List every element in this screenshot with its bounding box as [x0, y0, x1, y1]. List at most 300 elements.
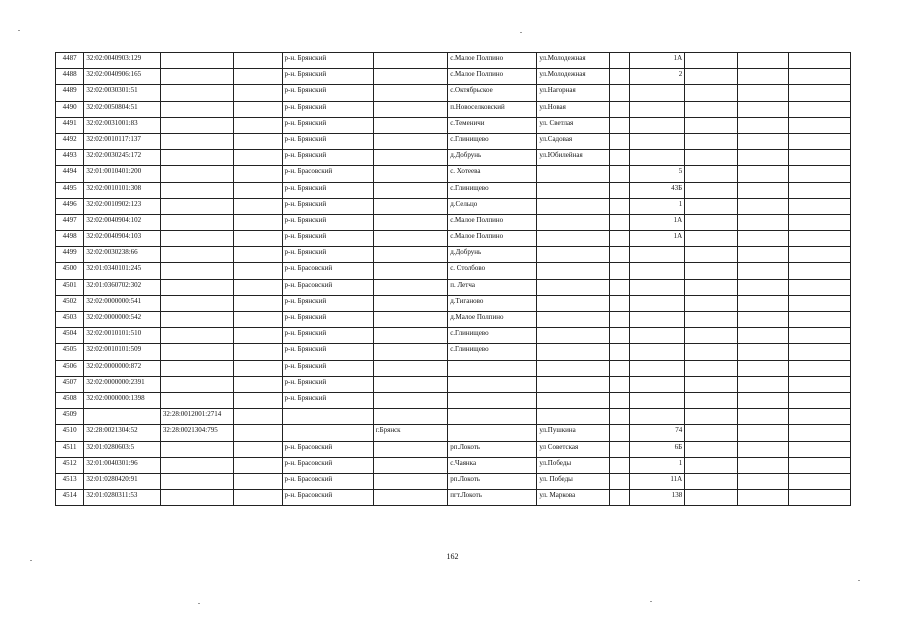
cell-empty	[234, 101, 282, 117]
cell-settlement	[448, 360, 537, 376]
table-row	[56, 360, 851, 376]
cell-city: г.Брянск	[373, 425, 447, 441]
cell-district: р-н. Брянский	[282, 150, 373, 166]
cell-cadastral-number: 32:01:0360702:302	[84, 279, 161, 295]
cell-empty	[685, 214, 737, 230]
cell-settlement: д.Сельцо	[448, 198, 537, 214]
cell-empty	[685, 247, 737, 263]
cell-empty	[789, 53, 851, 69]
cell-empty	[737, 295, 788, 311]
cell-empty	[737, 69, 788, 85]
cell-empty	[789, 166, 851, 182]
cell-street	[537, 312, 609, 328]
cell-empty	[685, 101, 737, 117]
cell-empty	[685, 295, 737, 311]
cell-empty	[737, 85, 788, 101]
cell-empty	[234, 133, 282, 149]
cell-row-number: 4505	[56, 344, 84, 360]
cell-row-number: 4494	[56, 166, 84, 182]
cell-district: р-н. Брасовский	[282, 490, 373, 506]
cell-empty	[789, 150, 851, 166]
cell-district: р-н. Брасовский	[282, 473, 373, 489]
cell-street	[537, 263, 609, 279]
cell-district: р-н. Брянский	[282, 360, 373, 376]
cell-settlement	[448, 392, 537, 408]
cell-empty	[789, 101, 851, 117]
cell-house-number: 138	[629, 490, 685, 506]
cell-city	[373, 166, 447, 182]
cell-empty	[609, 344, 629, 360]
cell-district: р-н. Брянский	[282, 133, 373, 149]
scan-speck	[18, 30, 20, 31]
cell-street	[537, 231, 609, 247]
cell-row-number: 4488	[56, 69, 84, 85]
cell-empty	[789, 85, 851, 101]
cell-row-number: 4495	[56, 182, 84, 198]
cell-settlement: пгт.Локоть	[448, 490, 537, 506]
cell-empty	[789, 182, 851, 198]
cell-empty	[609, 198, 629, 214]
cell-settlement: с.Глинищево	[448, 328, 537, 344]
cell-house-number: 6Б	[629, 441, 685, 457]
cell-settlement: рп.Локоть	[448, 441, 537, 457]
cell-empty	[737, 328, 788, 344]
table-row	[56, 409, 851, 425]
cell-linked-cadastral-number	[160, 376, 233, 392]
cell-house-number	[629, 344, 685, 360]
cell-row-number: 4507	[56, 376, 84, 392]
cell-empty	[609, 166, 629, 182]
cell-empty	[685, 85, 737, 101]
cell-empty	[685, 198, 737, 214]
cell-district: р-н. Брянский	[282, 312, 373, 328]
cell-city	[373, 53, 447, 69]
cell-empty	[789, 473, 851, 489]
cell-cadastral-number	[84, 409, 161, 425]
cell-row-number: 4493	[56, 150, 84, 166]
cell-empty	[685, 457, 737, 473]
table-row	[56, 85, 851, 101]
cell-empty	[234, 457, 282, 473]
cell-empty	[789, 247, 851, 263]
cell-empty	[789, 376, 851, 392]
cell-street	[537, 392, 609, 408]
cell-empty	[609, 392, 629, 408]
cell-cadastral-number: 32:02:0030301:51	[84, 85, 161, 101]
cell-empty	[789, 295, 851, 311]
cell-empty	[609, 133, 629, 149]
cell-settlement: с.Малое Полпино	[448, 231, 537, 247]
cell-empty	[234, 344, 282, 360]
cell-cadastral-number: 32:02:0000000:872	[84, 360, 161, 376]
table-row	[56, 295, 851, 311]
cell-cadastral-number: 32:28:0021304:52	[84, 425, 161, 441]
cell-linked-cadastral-number: 32:28:0012001:2714	[160, 409, 233, 425]
cell-row-number: 4496	[56, 198, 84, 214]
cell-empty	[789, 441, 851, 457]
cell-linked-cadastral-number	[160, 166, 233, 182]
cell-empty	[685, 425, 737, 441]
cell-empty	[789, 360, 851, 376]
cell-empty	[737, 133, 788, 149]
cell-district: р-н. Брасовский	[282, 279, 373, 295]
cell-empty	[609, 376, 629, 392]
cell-district: р-н. Брянский	[282, 344, 373, 360]
cell-city	[373, 150, 447, 166]
cell-street	[537, 279, 609, 295]
cell-empty	[234, 328, 282, 344]
table-row	[56, 328, 851, 344]
table-row	[56, 425, 851, 441]
cell-settlement: с.Глинищево	[448, 182, 537, 198]
cell-district: р-н. Брасовский	[282, 263, 373, 279]
cell-street	[537, 182, 609, 198]
table-row	[56, 247, 851, 263]
cell-city	[373, 182, 447, 198]
cell-empty	[609, 441, 629, 457]
cell-empty	[234, 166, 282, 182]
cell-street: ул. Победы	[537, 473, 609, 489]
cell-cadastral-number: 32:02:0030238:66	[84, 247, 161, 263]
cell-settlement: рп.Локоть	[448, 473, 537, 489]
cell-empty	[609, 85, 629, 101]
cell-empty	[789, 263, 851, 279]
cell-empty	[609, 231, 629, 247]
cell-district: р-н. Брянский	[282, 328, 373, 344]
cell-house-number	[629, 360, 685, 376]
cell-city	[373, 263, 447, 279]
cell-row-number: 4512	[56, 457, 84, 473]
cell-linked-cadastral-number	[160, 441, 233, 457]
cell-empty	[685, 392, 737, 408]
cell-settlement: д.Тиганово	[448, 295, 537, 311]
cell-cadastral-number: 32:02:0040906:165	[84, 69, 161, 85]
table-row	[56, 69, 851, 85]
cell-district: р-н. Брянский	[282, 117, 373, 133]
cell-linked-cadastral-number	[160, 85, 233, 101]
cell-house-number	[629, 295, 685, 311]
cell-linked-cadastral-number	[160, 490, 233, 506]
scan-speck	[858, 580, 860, 581]
registry-body	[56, 53, 851, 506]
cell-street: ул.Садовая	[537, 133, 609, 149]
cell-empty	[234, 425, 282, 441]
cell-empty	[737, 312, 788, 328]
cell-cadastral-number: 32:01:0280603:5	[84, 441, 161, 457]
cell-cadastral-number: 32:02:0000000:2391	[84, 376, 161, 392]
cell-empty	[737, 425, 788, 441]
table-row	[56, 214, 851, 230]
cell-empty	[609, 312, 629, 328]
cell-empty	[737, 166, 788, 182]
cell-linked-cadastral-number	[160, 133, 233, 149]
cell-house-number	[629, 392, 685, 408]
cell-empty	[234, 409, 282, 425]
cell-cadastral-number: 32:01:0040301:96	[84, 457, 161, 473]
cell-empty	[685, 231, 737, 247]
cell-city	[373, 279, 447, 295]
cell-city	[373, 101, 447, 117]
cell-settlement: с.Малое Полпино	[448, 53, 537, 69]
cell-empty	[685, 69, 737, 85]
cell-empty	[737, 392, 788, 408]
cell-empty	[685, 279, 737, 295]
cell-empty	[685, 133, 737, 149]
cell-empty	[737, 360, 788, 376]
cell-settlement: п. Летча	[448, 279, 537, 295]
cell-row-number: 4504	[56, 328, 84, 344]
cell-settlement: с. Хотеева	[448, 166, 537, 182]
cell-house-number: 5	[629, 166, 685, 182]
cell-city	[373, 198, 447, 214]
cell-empty	[789, 425, 851, 441]
scan-speck	[650, 601, 652, 602]
cell-cadastral-number: 32:01:0280420:91	[84, 473, 161, 489]
cell-street	[537, 409, 609, 425]
cell-street: ул.Победы	[537, 457, 609, 473]
table-row	[56, 117, 851, 133]
cell-district	[282, 425, 373, 441]
table-row	[56, 441, 851, 457]
table-row	[56, 182, 851, 198]
cell-district	[282, 409, 373, 425]
cell-row-number: 4491	[56, 117, 84, 133]
cell-city	[373, 231, 447, 247]
cell-empty	[737, 279, 788, 295]
cell-house-number	[629, 133, 685, 149]
cell-street	[537, 198, 609, 214]
cell-empty	[234, 295, 282, 311]
cell-empty	[685, 360, 737, 376]
cell-empty	[685, 376, 737, 392]
cell-district: р-н. Брасовский	[282, 166, 373, 182]
table-row	[56, 133, 851, 149]
cell-row-number: 4490	[56, 101, 84, 117]
cell-district: р-н. Брянский	[282, 85, 373, 101]
cell-district: р-н. Брянский	[282, 214, 373, 230]
cell-empty	[685, 53, 737, 69]
cell-street: ул.Нагорная	[537, 85, 609, 101]
cell-house-number: 1А	[629, 231, 685, 247]
cell-empty	[234, 214, 282, 230]
table-row	[56, 490, 851, 506]
cell-empty	[789, 328, 851, 344]
cell-house-number	[629, 312, 685, 328]
cell-settlement: с. Столбово	[448, 263, 537, 279]
cell-empty	[685, 150, 737, 166]
cell-street: ул.Молодежная	[537, 69, 609, 85]
cell-house-number: 43Б	[629, 182, 685, 198]
cell-settlement	[448, 425, 537, 441]
cell-cadastral-number: 32:02:0010101:308	[84, 182, 161, 198]
cell-street	[537, 328, 609, 344]
cell-settlement: с.Малое Полпино	[448, 214, 537, 230]
cell-house-number	[629, 279, 685, 295]
cell-city	[373, 312, 447, 328]
cell-empty	[737, 101, 788, 117]
cell-empty	[234, 247, 282, 263]
cell-row-number: 4501	[56, 279, 84, 295]
cell-city	[373, 133, 447, 149]
cell-settlement: д.Малое Полпино	[448, 312, 537, 328]
cell-empty	[234, 85, 282, 101]
cell-house-number: 1А	[629, 53, 685, 69]
cell-empty	[789, 409, 851, 425]
cell-city	[373, 473, 447, 489]
cell-street	[537, 247, 609, 263]
cell-linked-cadastral-number	[160, 360, 233, 376]
cell-empty	[234, 392, 282, 408]
cell-empty	[737, 247, 788, 263]
cell-cadastral-number: 32:02:0010101:509	[84, 344, 161, 360]
cell-empty	[234, 473, 282, 489]
cell-empty	[685, 409, 737, 425]
cell-empty	[789, 490, 851, 506]
cell-empty	[737, 198, 788, 214]
cell-street	[537, 360, 609, 376]
cell-empty	[737, 441, 788, 457]
table-row	[56, 376, 851, 392]
property-registry-table	[55, 52, 851, 506]
cell-street	[537, 344, 609, 360]
cell-empty	[685, 182, 737, 198]
cell-house-number	[629, 263, 685, 279]
scan-speck	[30, 560, 32, 561]
cell-linked-cadastral-number	[160, 263, 233, 279]
cell-house-number	[629, 85, 685, 101]
cell-empty	[609, 101, 629, 117]
cell-row-number: 4513	[56, 473, 84, 489]
cell-settlement: с.Глинищево	[448, 344, 537, 360]
cell-cadastral-number: 32:02:0030245:172	[84, 150, 161, 166]
cell-empty	[737, 53, 788, 69]
cell-empty	[609, 182, 629, 198]
cell-empty	[789, 279, 851, 295]
cell-empty	[737, 214, 788, 230]
cell-empty	[234, 182, 282, 198]
cell-empty	[234, 69, 282, 85]
cell-row-number: 4510	[56, 425, 84, 441]
cell-empty	[609, 247, 629, 263]
cell-settlement	[448, 376, 537, 392]
scan-speck	[520, 32, 522, 33]
cell-city	[373, 441, 447, 457]
cell-city	[373, 490, 447, 506]
table-row	[56, 231, 851, 247]
cell-house-number: 74	[629, 425, 685, 441]
cell-empty	[737, 344, 788, 360]
cell-district: р-н. Брянский	[282, 198, 373, 214]
cell-empty	[234, 490, 282, 506]
cell-street: ул.Пушкина	[537, 425, 609, 441]
cell-house-number: 11А	[629, 473, 685, 489]
cell-settlement: с.Теменичи	[448, 117, 537, 133]
cell-house-number: 1А	[629, 214, 685, 230]
cell-empty	[737, 150, 788, 166]
cell-empty	[789, 198, 851, 214]
cell-street: ул. Маркова	[537, 490, 609, 506]
cell-linked-cadastral-number	[160, 231, 233, 247]
cell-row-number: 4509	[56, 409, 84, 425]
cell-empty	[234, 198, 282, 214]
cell-empty	[737, 490, 788, 506]
cell-settlement: с.Октябрьское	[448, 85, 537, 101]
cell-empty	[234, 441, 282, 457]
cell-cadastral-number: 32:02:0000000:541	[84, 295, 161, 311]
cell-district: р-н. Брянский	[282, 182, 373, 198]
table-row	[56, 473, 851, 489]
cell-cadastral-number: 32:01:0340101:245	[84, 263, 161, 279]
cell-city	[373, 69, 447, 85]
cell-empty	[685, 263, 737, 279]
cell-district: р-н. Брянский	[282, 101, 373, 117]
cell-house-number	[629, 117, 685, 133]
cell-city	[373, 392, 447, 408]
cell-settlement: с.Чаянка	[448, 457, 537, 473]
cell-linked-cadastral-number	[160, 69, 233, 85]
cell-empty	[234, 150, 282, 166]
cell-empty	[737, 457, 788, 473]
cell-empty	[789, 231, 851, 247]
cell-district: р-н. Брянский	[282, 392, 373, 408]
cell-city	[373, 376, 447, 392]
cell-street: ул Советская	[537, 441, 609, 457]
cell-empty	[685, 344, 737, 360]
cell-settlement	[448, 409, 537, 425]
table-row	[56, 344, 851, 360]
table-row	[56, 312, 851, 328]
cell-empty	[609, 69, 629, 85]
cell-linked-cadastral-number: 32:28:0021304:795	[160, 425, 233, 441]
cell-empty	[737, 231, 788, 247]
cell-settlement: д.Добрунь	[448, 150, 537, 166]
cell-empty	[609, 425, 629, 441]
cell-street	[537, 295, 609, 311]
cell-district: р-н. Брянский	[282, 376, 373, 392]
cell-linked-cadastral-number	[160, 328, 233, 344]
cell-empty	[685, 441, 737, 457]
cell-cadastral-number: 32:02:0040903:129	[84, 53, 161, 69]
cell-city	[373, 214, 447, 230]
cell-linked-cadastral-number	[160, 247, 233, 263]
cell-row-number: 4498	[56, 231, 84, 247]
cell-empty	[609, 295, 629, 311]
cell-cadastral-number: 32:02:0010117:137	[84, 133, 161, 149]
cell-linked-cadastral-number	[160, 279, 233, 295]
cell-cadastral-number: 32:02:0040904:103	[84, 231, 161, 247]
cell-house-number	[629, 101, 685, 117]
cell-city	[373, 457, 447, 473]
cell-street: ул. Светлая	[537, 117, 609, 133]
cell-settlement: с.Малое Полпино	[448, 69, 537, 85]
cell-row-number: 4503	[56, 312, 84, 328]
table-row	[56, 457, 851, 473]
cell-empty	[789, 312, 851, 328]
cell-empty	[234, 360, 282, 376]
cell-district: р-н. Брянский	[282, 53, 373, 69]
cell-empty	[737, 182, 788, 198]
cell-empty	[609, 263, 629, 279]
cell-linked-cadastral-number	[160, 101, 233, 117]
cell-street	[537, 376, 609, 392]
cell-house-number	[629, 328, 685, 344]
cell-empty	[789, 457, 851, 473]
cell-row-number: 4500	[56, 263, 84, 279]
cell-street	[537, 214, 609, 230]
cell-row-number: 4514	[56, 490, 84, 506]
cell-empty	[737, 263, 788, 279]
cell-empty	[737, 473, 788, 489]
